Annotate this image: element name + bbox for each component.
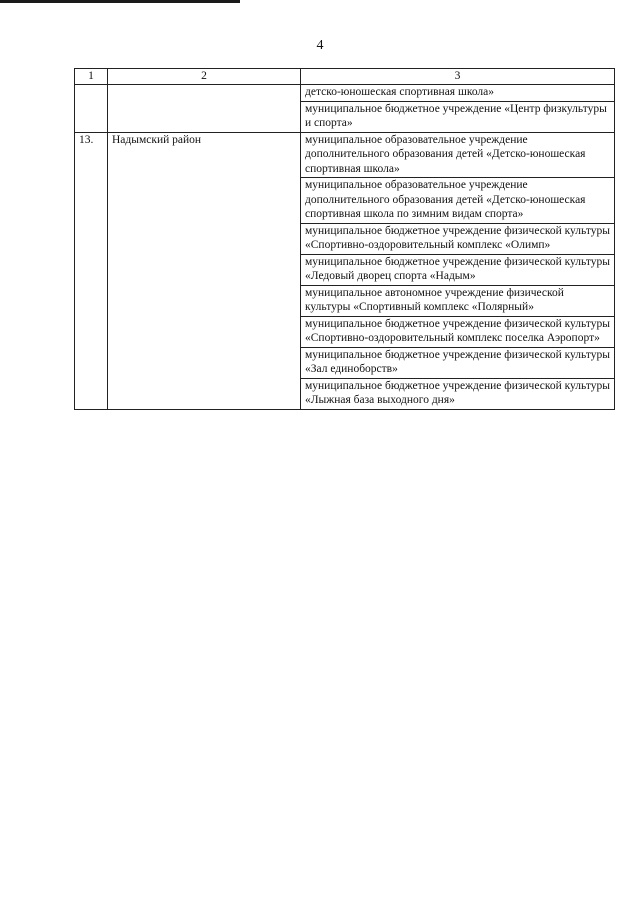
institution-cell: муниципальное бюджетное учреждение физической культуры «Лыжная база выходного дня» xyxy=(301,378,615,409)
region-cell xyxy=(108,85,301,133)
table-header-row xyxy=(75,69,615,85)
top-rule xyxy=(0,0,240,3)
institution-cell: муниципальное бюджетное учреждение «Центр физкультуры и спорта» xyxy=(301,101,615,132)
institution-cell: детско-юношеская спортивная школа» xyxy=(301,85,615,102)
page-number: 4 xyxy=(316,38,324,53)
institution-cell: муниципальное бюджетное учреждение физической культуры «Спортивно-оздоровительный комплекс поселка Аэропорт» xyxy=(301,316,615,347)
institution-cell: муниципальное образовательное учреждение дополнительного образования детей «Детско-юношеская спортивная школа» xyxy=(301,132,615,178)
row-number-cell: 13. xyxy=(75,132,108,409)
region-cell: Надымский район xyxy=(108,132,301,409)
column-header-region: 2 xyxy=(108,69,301,85)
table-row xyxy=(75,132,615,178)
column-header-institution: 3 xyxy=(301,69,615,85)
row-number-cell xyxy=(75,85,108,133)
institution-cell: муниципальное бюджетное учреждение физической культуры «Спортивно-оздоровительный комплекс «Олимп» xyxy=(301,223,615,254)
institution-cell: муниципальное образовательное учреждение дополнительного образования детей «Детско-юношеская спортивная школа по зимним видам спорта» xyxy=(301,178,615,224)
institution-cell: муниципальное автономное учреждение физической культуры «Спортивный комплекс «Полярный» xyxy=(301,285,615,316)
institution-cell: муниципальное бюджетное учреждение физической культуры «Ледовый дворец спорта «Надым» xyxy=(301,254,615,285)
column-header-number: 1 xyxy=(75,69,108,85)
institution-cell: муниципальное бюджетное учреждение физической культуры «Зал единоборств» xyxy=(301,347,615,378)
institutions-table xyxy=(74,68,615,410)
table-row xyxy=(75,85,615,102)
